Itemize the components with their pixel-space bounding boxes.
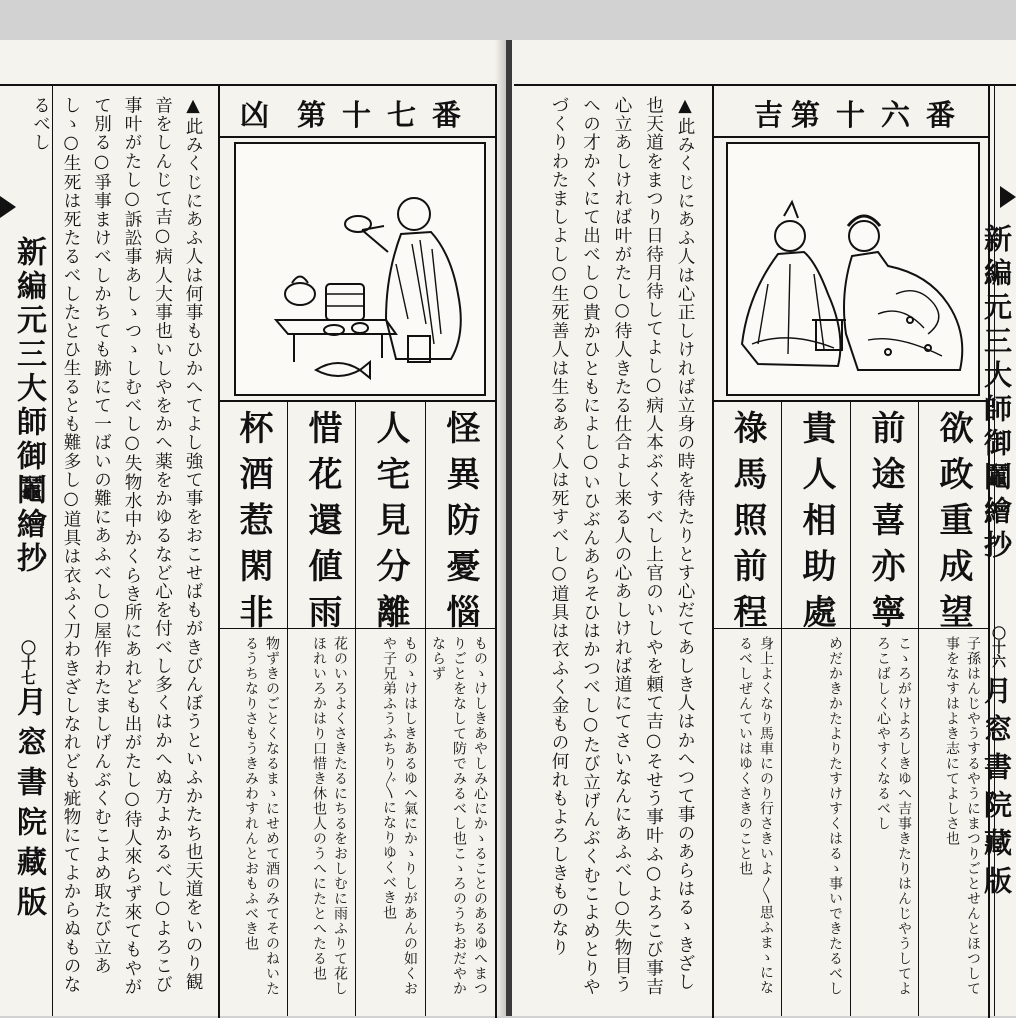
left-illustration-drawing bbox=[236, 144, 484, 394]
right-column-rule-2 bbox=[850, 402, 851, 1016]
right-margin-title bbox=[998, 224, 1016, 624]
fish-icon bbox=[316, 363, 360, 376]
right-title-bar bbox=[726, 93, 981, 131]
right-poem-line-3: 貴人相助處 bbox=[796, 410, 836, 640]
right-poem-line-2: 前途喜亦寧 bbox=[865, 410, 905, 640]
left-column-rule-3 bbox=[425, 402, 426, 1016]
left-poem-line-2: 人宅見分離 bbox=[370, 410, 410, 640]
right-picture-rule bbox=[714, 400, 988, 402]
left-column-rule-2 bbox=[355, 402, 356, 1016]
right-interpretation-3: めだかきかたよりたすけすくはるゝ事いできたるべし bbox=[827, 636, 843, 996]
lady-head-icon bbox=[849, 221, 879, 251]
right-number-title: 第十六番 bbox=[790, 98, 971, 132]
right-margin-publisher bbox=[998, 676, 1016, 996]
right-title-rule bbox=[714, 136, 988, 138]
right-interpretation-2: こゝろがけよろしきゆへ吉事きたりはんじやうしてよろこばしく心やすくなるべし bbox=[875, 636, 912, 996]
right-poem-line-1: 欲政重成望 bbox=[933, 410, 973, 640]
left-interpretation-4: 物ずきのごとくなるまゝにせめて酒のみてそのねいたるうちなりさもうきみわすれんとおもふべき也 bbox=[243, 636, 280, 996]
table-icon bbox=[276, 320, 396, 334]
left-interpretation-3: 花のいろよくさきたるにちるをおしむに雨ふりて花しほれいろかはり口惜き休也人のうへにたとへたる也 bbox=[311, 636, 348, 996]
eboshi-hat-icon bbox=[784, 202, 798, 218]
right-interpretation-1: 子孫はんじやうするやうにまつりごとせんとほつして事をなすはよき志にてよしさ也 bbox=[944, 636, 981, 996]
right-commentary-text: ▲此みくじにあふ人は心正しければ立身の時を待たりとす心だてあしき人はかへつて事のあらはるゝきざし也天道をまつり日待月待してよし○病人本ぶくすべし上官のいしやを頼て吉○そせう事叶ふ○よろこび事吉心立あしければ叶がたし○待人きたる仕合よし来る人の心あしければ道にてさいなんにあふべし○失物目うへの才かくにて出べし○貴かひともによし○いひぶんあらそひはかつべし○たび立げんぶくむこよめとりやづくりわたましよし○生死善人は生るあく人は死すべし○道具は衣ふく金もの何れもよろしきものなり bbox=[549, 96, 695, 996]
right-column-rule-3 bbox=[918, 402, 919, 1016]
left-illustration bbox=[234, 142, 486, 396]
left-margin-number: 〇十七 bbox=[19, 640, 37, 685]
cup-icon bbox=[345, 216, 371, 232]
left-number-title: 第十七番 bbox=[296, 98, 477, 132]
left-title-rule bbox=[220, 136, 495, 138]
left-margin-title: 新編元三大師御鬮繪抄 bbox=[11, 236, 46, 576]
right-interpretation-4: 身上よくなり馬車にのり行さきいよ〳〵思ふまゝになるべしぜんていはゆくさきのこと也 bbox=[737, 636, 774, 995]
right-poem-line-4: 祿馬照前程 bbox=[727, 410, 767, 640]
right-margin-tab-icon bbox=[1000, 186, 1016, 208]
right-illustration bbox=[726, 142, 980, 396]
left-interpretation-2: ものゝけはしきあるゆへ氣にかゝりしがあんの如くおや子兄弟ふうふちり〴〵になりゆくべき也 bbox=[381, 636, 418, 996]
left-title-bar bbox=[232, 93, 487, 131]
left-commentary-text: ▲此みくじにあふ人は何事もひかへてよし強て事をおこせばもがきびんぼうといふかたち也天道をいのり観音をしんじて吉○病人大事也いしやをかへ薬をかゆるなど心を付べし多くはかへぬ方よかるべし○よろこび事叶がたし○訴訟事あしゝつゝしむべし○失物水中かくらき所にあれども出がたし○待人來らず來てもやがて別る○爭事まけべしかちても跡にて一ばいの難にあふべし○屋作わたましげんぶくむこよめ取たび立あしゝ○生死は死たるべしたとひ生るとも難多し○道具は衣ふく刀わきざしなれども疵物にてよからぬものなるべし bbox=[30, 96, 203, 996]
left-margin-publisher: 月窓書院藏版 bbox=[11, 686, 46, 926]
noble-robe-icon bbox=[742, 252, 840, 366]
left-poem-line-1: 怪異防憂惱 bbox=[440, 410, 480, 640]
figure-robe-icon bbox=[386, 232, 461, 359]
figure-head-icon bbox=[398, 198, 430, 230]
gutter-shadow bbox=[495, 40, 506, 1016]
right-column-rule-1 bbox=[781, 402, 782, 1016]
left-interpretation-1: ものゝけしきあやしみ心にかゝることのあるゆへまつりごとをなして防でみるべし也こゝろのうちおだやかならず bbox=[430, 636, 488, 996]
lady-robe-icon bbox=[844, 252, 962, 370]
right-fortune: 吉 bbox=[754, 98, 784, 132]
noble-head-icon bbox=[775, 221, 805, 251]
left-margin-rule bbox=[52, 84, 53, 1016]
kettle-icon bbox=[285, 283, 315, 305]
pot-icon bbox=[326, 284, 364, 320]
left-fortune: 凶 bbox=[240, 98, 270, 132]
left-column-rule-1 bbox=[287, 402, 288, 1016]
right-margin-number: 〇十六 bbox=[990, 626, 1006, 668]
left-margin-tab-icon bbox=[0, 196, 16, 218]
left-picture-rule bbox=[220, 400, 495, 402]
left-poem-line-4: 杯酒惹閑非 bbox=[233, 410, 273, 640]
left-poem-line-3: 惜花還値雨 bbox=[302, 410, 342, 640]
right-illustration-drawing bbox=[728, 144, 978, 394]
